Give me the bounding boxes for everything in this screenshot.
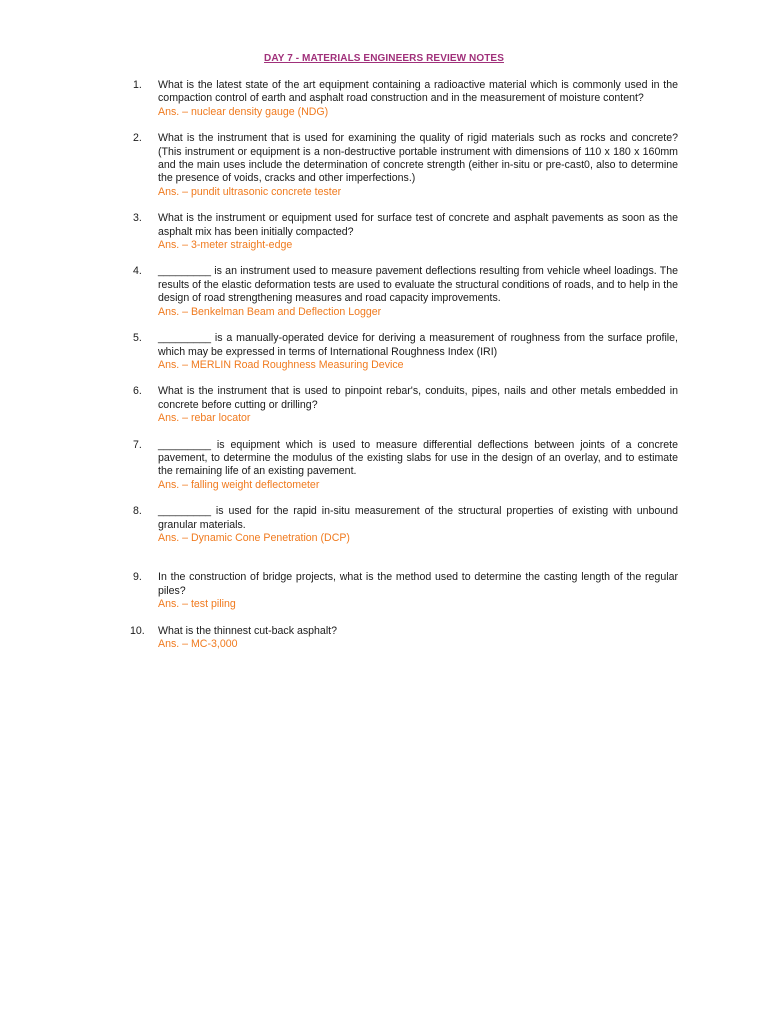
- answer-text: Ans. – falling weight deflectometer: [158, 478, 320, 491]
- question-text: What is the instrument that is used to pinpoint rebar's, conduits, pipes, nails and other metals embedded in concrete before cutting or drilling?: [158, 385, 678, 411]
- item-number: 3.: [133, 212, 142, 225]
- answer-text: Ans. – Benkelman Beam and Deflection Logger: [158, 305, 382, 318]
- list-item: [133, 439, 678, 493]
- question-text: In the construction of bridge projects, what is the method used to determine the casting length of the regular piles?: [158, 571, 678, 597]
- answer-text: Ans. – pundit ultrasonic concrete tester: [158, 185, 342, 198]
- question-text: _________ is a manually-operated device for deriving a measurement of roughness from the surface profile, which may be expressed in terms of International Roughness Index (IRI): [158, 332, 678, 358]
- item-number: 2.: [133, 132, 142, 145]
- answer-text: Ans. – rebar locator: [158, 412, 251, 425]
- spacer: [133, 119, 678, 132]
- question-text: What is the latest state of the art equipment containing a radioactive material which is commonly used in the compaction control of earth and asphalt road construction and in the measurement of moisture content?: [158, 79, 678, 105]
- question-text: _________ is an instrument used to measure pavement deflections resulting from vehicle wheel loadings. The results of the elastic deformation tests are used to evaluate the structural conditions of roads, and to help in the design of road strengthening measures and road capacity improvements.: [158, 265, 678, 305]
- question-list: [130, 79, 678, 651]
- spacer: [133, 372, 678, 385]
- list-item: [133, 332, 678, 372]
- list-item: [133, 132, 678, 199]
- question-text: What is the thinnest cut-back asphalt?: [158, 624, 338, 637]
- list-item: [133, 265, 678, 319]
- item-number: 8.: [133, 505, 142, 518]
- list-item: [133, 571, 678, 611]
- list-item: [130, 624, 678, 652]
- item-number: 4.: [133, 265, 142, 278]
- spacer: [133, 252, 678, 265]
- answer-text: Ans. – MC-3,000: [158, 638, 238, 650]
- item-number: 9.: [133, 571, 142, 584]
- item-number: 10.: [130, 624, 145, 637]
- spacer: [133, 319, 678, 332]
- spacer: [133, 492, 678, 505]
- list-item: [133, 212, 678, 252]
- answer-text: Ans. – nuclear density gauge (NDG): [158, 105, 329, 118]
- question-text: _________ is used for the rapid in-situ measurement of the structural properties of existing with unbound granular materials.: [158, 505, 678, 531]
- page-title: DAY 7 - MATERIALS ENGINEERS REVIEW NOTES: [264, 53, 504, 64]
- answer-text: Ans. – test piling: [158, 598, 236, 611]
- spacer: [133, 426, 678, 439]
- item-number: 5.: [133, 332, 142, 345]
- spacer: [133, 199, 678, 212]
- question-text: What is the instrument or equipment used for surface test of concrete and asphalt pavements as soon as the asphalt mix has been initially compacted?: [158, 212, 678, 238]
- answer-text: Ans. – Dynamic Cone Penetration (DCP): [158, 531, 350, 544]
- answer-text: Ans. – MERLIN Road Roughness Measuring Device: [158, 358, 404, 371]
- spacer: [133, 545, 678, 571]
- question-text: _________ is equipment which is used to measure differential deflections between joints of a concrete pavement, to determine the modulus of the existing slabs for use in the design of an overlay, and to estimate the remaining life of an existing pavement.: [158, 438, 678, 478]
- answer-text: Ans. – 3-meter straight-edge: [158, 239, 293, 252]
- question-text: What is the instrument that is used for examining the quality of rigid materials such as rocks and concrete? (This instrument or equipment is a non-destructive portable instrument with dimensions of 110 x 180 x 160mm and the main uses include the determination of concrete strength (either in-situ or pre-cast0, also to determine the presence of voids, cracks and other imperfections.): [158, 132, 678, 185]
- item-number: 1.: [133, 79, 142, 91]
- item-number: 6.: [133, 385, 142, 398]
- list-item: [133, 385, 678, 425]
- item-number: 7.: [133, 438, 142, 451]
- spacer: [133, 612, 678, 625]
- list-item: [133, 505, 678, 545]
- list-item: [133, 79, 678, 119]
